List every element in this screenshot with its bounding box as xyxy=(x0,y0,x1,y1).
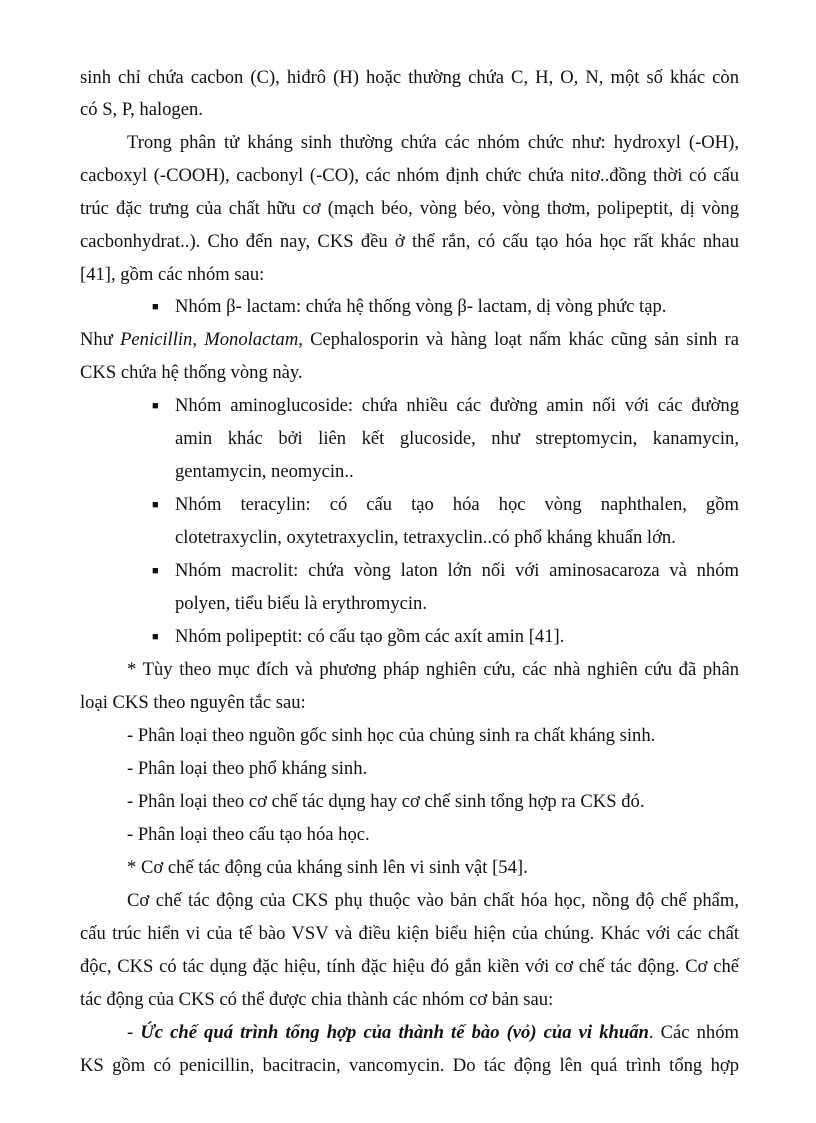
section-heading: * Cơ chế tác động của kháng sinh lên vi sinh vật [54]. xyxy=(127,857,528,878)
paragraph-first-line: * Tùy theo mục đích và phương pháp nghiên cứu, các nhà nghiên cứu đã phân xyxy=(127,659,739,680)
bullet-item-aminoglucoside: Nhóm aminoglucoside: chứa nhiều các đường amin nối với các đường xyxy=(175,395,739,416)
text-line: độc, CKS có tác dụng đặc hiệu, tính đặc hiệu đó gắn kiền với cơ chế tác động. Cơ chế xyxy=(80,956,739,977)
dash-item: - Phân loại theo nguồn gốc sinh học của chủng sinh ra chất kháng sinh. xyxy=(127,725,656,746)
bullet-square-icon: ■ xyxy=(152,499,159,511)
bullet-item-polipeptit: Nhóm polipeptit: có cấu tạo gồm các axít amin [41]. xyxy=(175,626,565,647)
text-line: polyen, tiểu biểu là erythromycin. xyxy=(175,593,427,614)
text-line: amin khác bởi liên kết glucoside, như streptomycin, kanamycin, xyxy=(175,428,739,449)
bullet-square-icon: ■ xyxy=(152,631,159,643)
bold-italic-text: Ức chế quá trình tổng hợp của thành tế bào (vỏ) của vi khuẩn xyxy=(140,1022,649,1043)
text-line: gentamycin, neomycin.. xyxy=(175,461,354,482)
bullet-item-beta-lactam: Nhóm β- lactam: chứa hệ thống vòng β- lactam, dị vòng phức tạp. xyxy=(175,296,667,317)
paragraph-first-line: Trong phân tử kháng sinh thường chứa các nhóm chức như: hydroxyl (-OH), xyxy=(127,132,739,153)
bullet-square-icon: ■ xyxy=(152,301,159,313)
text-line: trúc đặc trưng của chất hữu cơ (mạch béo, vòng béo, vòng thơm, polipeptit, dị vòng xyxy=(80,198,739,219)
bullet-square-icon: ■ xyxy=(152,565,159,577)
text-line: Như Penicillin, Monolactam, Cephalosporin và hàng loạt nấm khác cũng sản sinh ra xyxy=(80,329,739,350)
dash-item: - Phân loại theo cấu tạo hóa học. xyxy=(127,824,370,845)
text-line: cacbonhydrat..). Cho đến nay, CKS đều ở thể rắn, có cấu tạo hóa học rất khác nhau xyxy=(80,231,739,252)
bullet-square-icon: ■ xyxy=(152,400,159,412)
bullet-item-tetracylin: Nhóm teracylin: có cấu tạo hóa học vòng naphthalen, gồm xyxy=(175,494,739,515)
paragraph-first-line: Cơ chế tác động của CKS phụ thuộc vào bản chất hóa học, nồng độ chế phẩm, xyxy=(127,890,739,911)
text-line: CKS chứa hệ thống vòng này. xyxy=(80,362,303,383)
text-line: KS gồm có penicillin, bacitracin, vancomycin. Do tác động lên quá trình tổng hợp xyxy=(80,1055,739,1076)
text-line: cacboxyl (-COOH), cacbonyl (-CO), các nhóm định chức chứa nitơ..đồng thời có cấu xyxy=(80,165,739,186)
dash-item: - Phân loại theo cơ chế tác dụng hay cơ chế sinh tổng hợp ra CKS đó. xyxy=(127,791,645,812)
text-line: sinh chỉ chứa cacbon (C), hiđrô (H) hoặc thường chứa C, H, O, N, một số khác còn xyxy=(80,67,739,88)
dash-item: - Phân loại theo phổ kháng sinh. xyxy=(127,758,368,779)
paragraph-first-line: - Ức chế quá trình tổng hợp của thành tế bào (vỏ) của vi khuẩn. Các nhóm xyxy=(127,1022,739,1043)
text-line: có S, P, halogen. xyxy=(80,99,203,120)
text-line: tác động của CKS có thể được chia thành các nhóm cơ bản sau: xyxy=(80,989,554,1010)
text-line: cấu trúc hiển vi của tế bào VSV và điều kiện biểu hiện của chúng. Khác với các chất xyxy=(80,923,739,944)
italic-text: Penicillin, Monolactam xyxy=(120,329,299,350)
text-line: [41], gồm các nhóm sau: xyxy=(80,264,265,285)
text-line: loại CKS theo nguyên tắc sau: xyxy=(80,692,306,713)
text-line: clotetraxyclin, oxytetraxyclin, tetraxyclin..có phổ kháng khuẩn lớn. xyxy=(175,527,676,548)
bullet-item-macrolit: Nhóm macrolit: chứa vòng laton lớn nối với aminosacaroza và nhóm xyxy=(175,560,739,581)
